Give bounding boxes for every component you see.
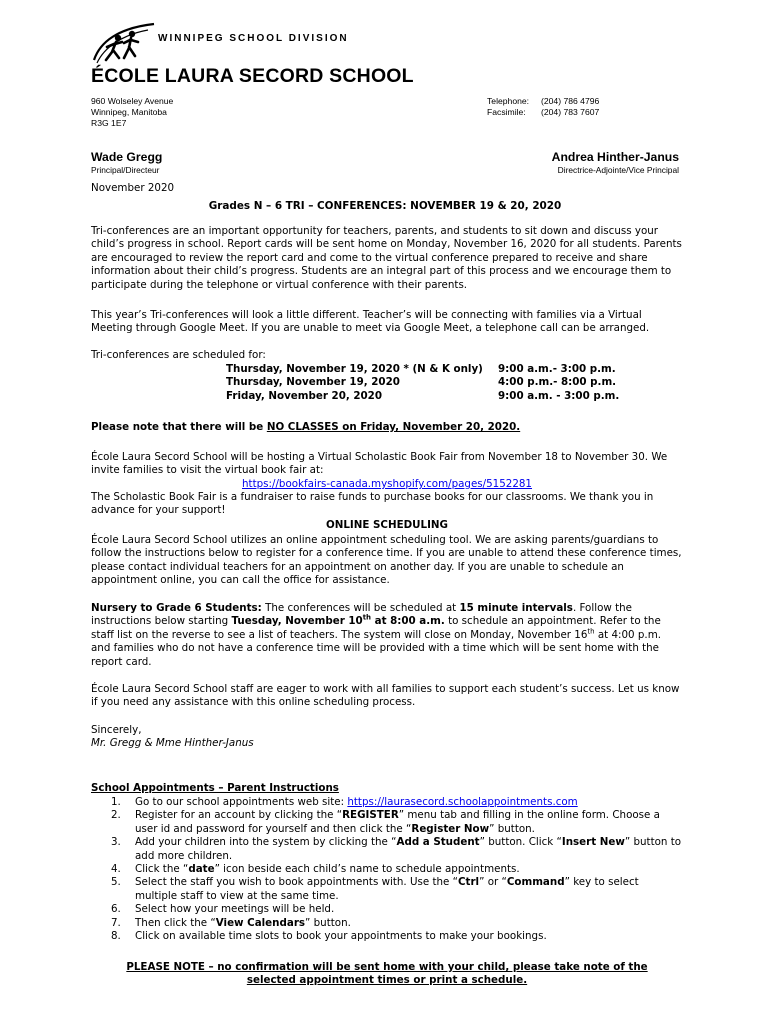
list-item	[91, 836, 683, 863]
step-text: Go to our school appointments web site:	[135, 796, 348, 808]
facsimile-number: (204) 783 7607	[541, 107, 600, 117]
vice-principal-block	[552, 150, 679, 175]
start-date	[231, 615, 444, 627]
add-student-label: Add a Student	[396, 836, 480, 849]
telephone-number: (204) 786 4796	[541, 96, 600, 106]
virtual-meeting-paragraph: This year’s Tri-conferences will look a little different. Teacher’s will be connecting with families via a Virtual Meeting through Google Meet. If you are unable to meet via Google Meet, a telephone call can be arranged.	[91, 309, 650, 335]
step-number: 7.	[111, 916, 121, 929]
confirmation-note-line: selected appointment times or print a schedule.	[246, 974, 528, 987]
schedule-day: Thursday, November 19, 2020	[226, 376, 400, 389]
contact-numbers	[487, 96, 599, 118]
school-address	[91, 96, 173, 129]
closing-signature: Mr. Gregg & Mme Hinther-Janus	[91, 737, 254, 750]
school-name: ÉCOLE LAURA SECORD SCHOOL	[91, 65, 414, 87]
step-text: ” button.	[305, 916, 351, 929]
appointments-link[interactable]: https://laurasecord.schoolappointments.com	[347, 796, 578, 808]
view-calendars-label: View Calendars	[215, 916, 306, 929]
confirmation-note-line: PLEASE NOTE – no confirmation will be sent home with your child, please take note of the	[126, 961, 648, 973]
step-number: 4.	[111, 863, 121, 876]
vice-principal-role: Directrice-Adjointe/Vice Principal	[557, 165, 679, 175]
address-line: Winnipeg, Manitoba	[91, 107, 167, 117]
letter-title: Grades N – 6 TRI – CONFERENCES: NOVEMBER 19 & 20, 2020	[208, 200, 562, 212]
no-classes-note	[91, 421, 683, 434]
schedule-day: Thursday, November 19, 2020 * (N & K only)	[226, 363, 483, 375]
text-run: at 4:00 p.m. and families who do not have a conference time will be provided with a time which will be sent home with the report card.	[91, 628, 661, 668]
step-text: ” key to select multiple staff to view at the same time.	[135, 876, 639, 902]
audience-label: Nursery to Grade 6 Students:	[91, 602, 262, 614]
note-prefix: Please note that there will be	[91, 421, 267, 433]
step-text: Add your children into the system by clicking the “	[135, 836, 397, 849]
closing-salutation: Sincerely,	[91, 724, 142, 736]
step-number: 6.	[111, 903, 121, 916]
text-run: . Follow the instructions below starting	[91, 602, 632, 628]
principal-name: Wade Gregg	[91, 150, 163, 164]
list-item	[91, 809, 683, 836]
vice-principal-name: Andrea Hinther-Janus	[551, 150, 679, 164]
winnipeg-school-division-logo-icon	[88, 20, 158, 66]
list-item	[91, 863, 683, 876]
start-time-text: at 8:00 a.m.	[371, 615, 445, 628]
telephone-label: Telephone:	[487, 96, 530, 106]
schedule-time: 9:00 a.m. - 3:00 p.m.	[498, 389, 620, 402]
step-text: Click on available time slots to book your appointments to make your bookings.	[135, 930, 547, 943]
online-scheduling-paragraph: École Laura Secord School utilizes an online appointment scheduling tool. We are asking parents/guardians to follow the instructions below to register for a conference time. If you are unable to attend these conference times, please contact individual teachers for an appointment on another day. If you are unable to schedule an appointment online, you can call the office for assistance.	[91, 534, 682, 587]
ordinal-suffix: th	[587, 627, 595, 636]
address-line: R3G 1E7	[91, 118, 127, 128]
step-text: ” menu tab and filling in the online form. Choose a user id and password for yourself and then click the “	[135, 809, 660, 835]
book-fair-paragraph: École Laura Secord School will be hosting a Virtual Scholastic Book Fair from November 18 to November 30. We invite families to visit the virtual book fair at:	[91, 451, 668, 477]
step-number: 5.	[111, 876, 121, 889]
command-key-label: Command	[506, 876, 565, 889]
division-name: WINNIPEG SCHOOL DIVISION	[158, 33, 349, 44]
support-paragraph: École Laura Secord School staff are eager to work with all families to support each student’s success. Let us know if you need any assistance with this online scheduling process.	[91, 683, 680, 709]
book-fair-link-row	[91, 478, 683, 491]
online-scheduling-heading: ONLINE SCHEDULING	[326, 519, 448, 531]
step-text: ” button to add more children.	[135, 836, 682, 862]
step-text: ” or “	[479, 876, 507, 889]
step-text: Register for an account by clicking the “	[135, 809, 343, 822]
text-run: to schedule an appointment. Refer to the staff list on the reverse to see a list of teachers. The system will close on Monday, November 16	[91, 615, 661, 641]
schedule-row	[226, 390, 619, 403]
schedule-intro: Tri-conferences are scheduled for:	[91, 349, 266, 361]
letter-date: November 2020	[91, 182, 175, 194]
step-number: 1.	[111, 796, 121, 808]
start-date-text: Tuesday, November 10	[231, 615, 363, 628]
list-item	[91, 903, 683, 916]
step-text: ” icon beside each child’s name to schedule appointments.	[214, 863, 520, 876]
schedule-day: Friday, November 20, 2020	[226, 389, 383, 402]
closing-block	[91, 724, 683, 751]
step-number: 3.	[111, 836, 121, 849]
step-number: 2.	[111, 809, 121, 822]
instructions-list	[91, 796, 683, 943]
step-text: Select the staff you wish to book appointments with. Use the “	[135, 876, 458, 889]
step-number: 8.	[111, 930, 121, 943]
step-text: Select how your meetings will be held.	[135, 903, 335, 916]
ctrl-key-label: Ctrl	[458, 876, 480, 889]
ordinal-suffix: th	[362, 613, 372, 622]
schedule-time: 4:00 p.m.- 8:00 p.m.	[498, 376, 617, 389]
insert-new-label: Insert New	[561, 836, 625, 849]
step-text: ” button. Click “	[479, 836, 562, 849]
register-tab-label: REGISTER	[342, 809, 399, 822]
principal-block	[91, 150, 162, 175]
principal-role: Principal/Directeur	[91, 165, 160, 175]
intro-paragraph: Tri-conferences are an important opportunity for teachers, parents, and students to sit down and discuss your child’s progress in school. Report cards will be sent home on Monday, November 16, 2020 for all students. Parents are encouraged to review the report card and come to the virtual conference prepared to receive and share information about their child’s progress. Students are an integral part of this process and we encourage them to participate during the telephone or virtual conference with their parents.	[91, 225, 682, 291]
step-text: ” button.	[489, 822, 535, 835]
book-fair-link[interactable]: https://bookfairs-canada.myshopify.com/pages/5152281	[242, 478, 532, 490]
fundraiser-paragraph: The Scholastic Book Fair is a fundraiser to raise funds to purchase books for our classrooms. We thank you in advance for your support!	[91, 491, 654, 517]
list-item	[91, 876, 683, 903]
text-run: The conferences will be scheduled at	[261, 602, 460, 614]
no-classes-date: NO CLASSES on Friday, November 20, 2020.	[266, 421, 521, 433]
list-item	[91, 796, 683, 809]
interval-text: 15 minute intervals	[459, 602, 573, 614]
step-text: Then click the “	[135, 916, 216, 929]
list-item	[91, 917, 683, 930]
schedule-time: 9:00 a.m.- 3:00 p.m.	[498, 363, 616, 375]
address-line: 960 Wolseley Avenue	[91, 96, 174, 106]
schedule-row	[226, 363, 619, 376]
register-now-label: Register Now	[411, 822, 490, 835]
date-icon-label: date	[188, 863, 215, 876]
schedule-row	[226, 376, 619, 389]
conference-schedule	[226, 363, 619, 403]
list-item	[91, 930, 683, 943]
confirmation-note	[91, 961, 683, 988]
nursery-grade6-paragraph	[91, 602, 683, 669]
step-text: Click the “	[135, 863, 189, 876]
instructions-heading: School Appointments – Parent Instructions	[91, 782, 339, 794]
facsimile-label: Facsimile:	[487, 107, 526, 117]
